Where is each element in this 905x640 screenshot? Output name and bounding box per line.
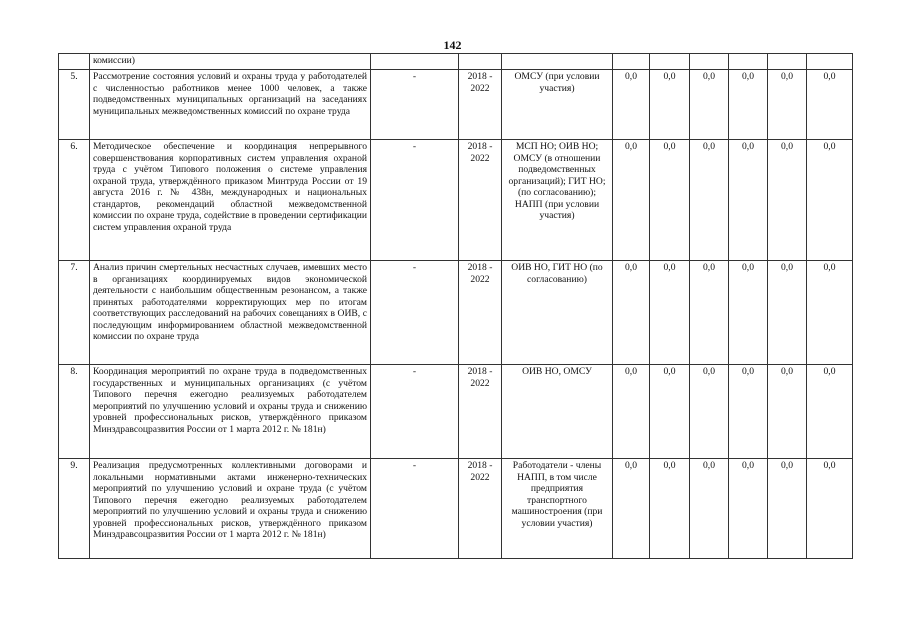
implementation-years: 2018 - 2022: [459, 70, 502, 140]
funding-value: 0,0: [729, 70, 768, 140]
responsible-executors: МСП НО; ОИВ НО; ОМСУ (в отношении подведомственных организаций); ГИТ НО; (по согласованию); НАПП (при условии участия): [502, 140, 613, 261]
funding-value: 0,0: [768, 261, 807, 365]
continuation-text: комиссии): [90, 54, 371, 70]
funding-value: 0,0: [729, 261, 768, 365]
funding-value: 0,0: [768, 70, 807, 140]
implementation-years: 2018 - 2022: [459, 365, 502, 459]
funding-value: 0,0: [650, 365, 690, 459]
row-number: 6.: [59, 140, 90, 261]
measure-description: Рассмотрение состояния условий и охраны труда у работодателей с численностью работников менее 1000 человек, а также подведомственных муниципальных организаций на заседаниях муниципальных межведомственных комиссий по охране труда: [90, 70, 371, 140]
row-number: 9.: [59, 459, 90, 559]
responsible-executors: ОИВ НО, ОМСУ: [502, 365, 613, 459]
measure-description: Координация мероприятий по охране труда в подведомственных государственных и муниципальных организациях (с учётом Типового перечня ежегодно реализуемых работодателем мероприятий по улучшению условий и охраны труда и снижению уровней профессиональных рисков, утверждённого приказом Минздравсоцразвития России от 1 марта 2012 г. № 181н): [90, 365, 371, 459]
funding-value: 0,0: [807, 261, 853, 365]
measure-description: Анализ причин смертельных несчастных случаев, имевших место в организациях координируемых видов экономической деятельности с наибольшим общественным резонансом, а также принятых работодателями корректирующих мер по итогам соответствующих расследований на рабочих совещаниях в ОИВ, с последующим информированием областной межведомственной комиссии по охране труда: [90, 261, 371, 365]
funding-value: 0,0: [690, 459, 729, 559]
funding-value: 0,0: [613, 261, 650, 365]
row-number: 8.: [59, 365, 90, 459]
table-row: [59, 365, 853, 459]
funding-value: 0,0: [768, 140, 807, 261]
funding-value: 0,0: [768, 459, 807, 559]
measures-table: [58, 53, 853, 559]
funding-value: 0,0: [729, 140, 768, 261]
table-row: [59, 140, 853, 261]
funding-source: -: [371, 261, 459, 365]
responsible-executors: Работодатели - члены НАПП, в том числе предприятия транспортного машиностроения (при условии участия): [502, 459, 613, 559]
funding-value: 0,0: [690, 70, 729, 140]
funding-value: 0,0: [690, 140, 729, 261]
funding-source: -: [371, 365, 459, 459]
funding-value: 0,0: [613, 140, 650, 261]
funding-value: 0,0: [613, 459, 650, 559]
row-number: 7.: [59, 261, 90, 365]
funding-source: -: [371, 70, 459, 140]
funding-value: 0,0: [729, 365, 768, 459]
measure-description: Методическое обеспечение и координация непрерывного совершенствования корпоративных систем управления охраной труда с учётом Типового положения о системе управления охраной труда, утверждённого приказом Минтруда России от 19 августа 2016 г. № 438н, международных и национальных стандартов, рекомендаций областной межведомственной комиссии по охране труда, содействие в проведении сертификации систем управления охраной труда: [90, 140, 371, 261]
funding-value: 0,0: [729, 459, 768, 559]
funding-source: -: [371, 459, 459, 559]
funding-value: 0,0: [650, 140, 690, 261]
funding-value: 0,0: [650, 459, 690, 559]
continuation-row: [59, 54, 853, 70]
implementation-years: 2018 - 2022: [459, 459, 502, 559]
funding-source: -: [371, 140, 459, 261]
table-row: [59, 70, 853, 140]
responsible-executors: ОМСУ (при условии участия): [502, 70, 613, 140]
funding-value: 0,0: [650, 261, 690, 365]
implementation-years: 2018 - 2022: [459, 261, 502, 365]
implementation-years: 2018 - 2022: [459, 140, 502, 261]
table-row: [59, 459, 853, 559]
funding-value: 0,0: [807, 365, 853, 459]
funding-value: 0,0: [690, 365, 729, 459]
funding-value: 0,0: [807, 459, 853, 559]
funding-value: 0,0: [807, 70, 853, 140]
table-row: [59, 261, 853, 365]
row-number: 5.: [59, 70, 90, 140]
responsible-executors: ОИВ НО, ГИТ НО (по согласованию): [502, 261, 613, 365]
page-number: 142: [443, 38, 462, 52]
funding-value: 0,0: [690, 261, 729, 365]
funding-value: 0,0: [613, 70, 650, 140]
funding-value: 0,0: [613, 365, 650, 459]
funding-value: 0,0: [807, 140, 853, 261]
funding-value: 0,0: [650, 70, 690, 140]
measure-description: Реализация предусмотренных коллективными договорами и локальными нормативными актами инженерно-технических мероприятий по улучшению условий и охране труда (с учётом Типового перечня ежегодно реализуемых работодателем мероприятий по улучшению условий и охраны труда и снижению уровней профессиональных рисков, утверждённого приказом Минздравсоцразвития России от 1 марта 2012 г. № 181н): [90, 459, 371, 559]
funding-value: 0,0: [768, 365, 807, 459]
